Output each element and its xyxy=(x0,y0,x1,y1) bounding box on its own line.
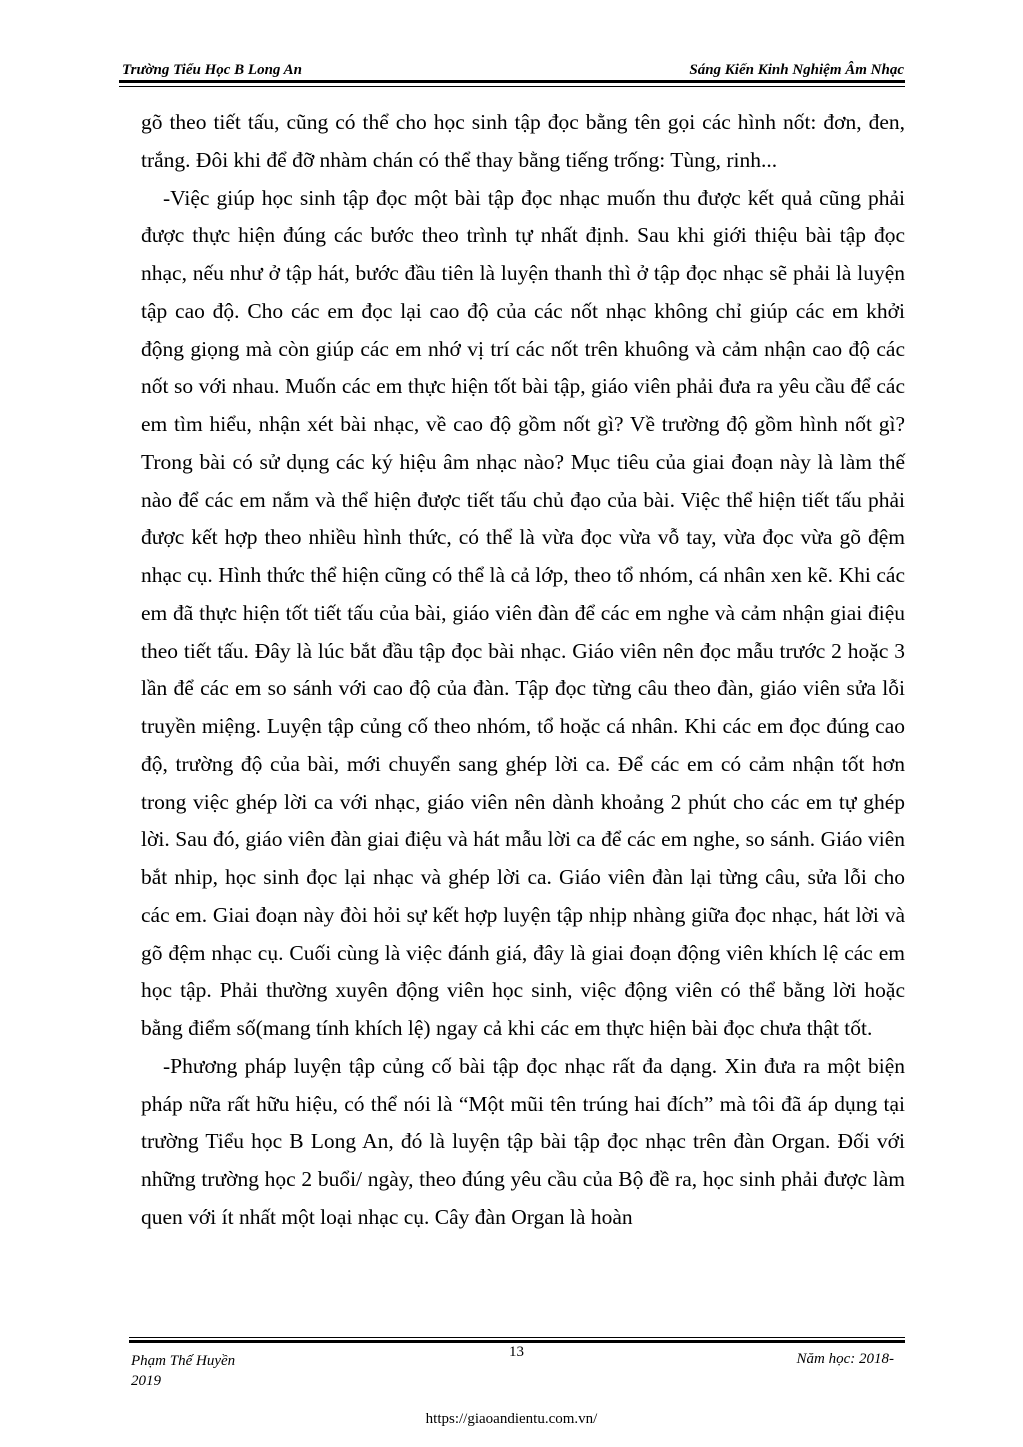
footer-school-year: Năm học: 2018- xyxy=(796,1351,894,1367)
header-school-name: Trường Tiểu Học B Long An xyxy=(122,62,302,78)
paragraph-reading-steps: -Việc giúp học sinh tập đọc một bài tập đọc nhạc muốn thu được kết quả cũng phải được thực hiện đúng các bước theo trình tự nhất định. Sau khi giới thiệu bài tập đọc nhạc, nếu như ở tập hát, bước đầu tiên là luyện thanh thì ở tập đọc nhạc sẽ phải là luyện tập cao độ. Cho các em đọc lại cao độ của các nốt nhạc không chỉ giúp các em khởi động giọng mà còn giúp các em nhớ vị trí các nốt trên khuông và cảm nhận cao độ các nốt so với nhau. Muốn các em thực hiện tốt bài tập, giáo viên phải đưa ra yêu cầu để các em tìm hiểu, nhận xét bài nhạc, về cao độ gồm nốt gì? Về trường độ gồm hình nốt gì? Trong bài có sử dụng các ký hiệu âm nhạc nào? Mục tiêu của giai đoạn này là làm thế nào để các em nắm và thể hiện được tiết tấu chủ đạo của bài. Việc thể hiện tiết tấu phải được kết hợp theo nhiều hình thức, có thể là vừa đọc vừa vỗ tay, vừa đọc vừa gõ đệm nhạc cụ. Hình thức thể hiện cũng có thể là cả lớp, theo tổ nhóm, cá nhân xen kẽ. Khi các em đã thực hiện tốt tiết tấu của bài, giáo viên đàn để các em nghe và cảm nhận giai điệu theo tiết tấu. Đây là lúc bắt đầu tập đọc bài nhạc. Giáo viên nên đọc mẫu trước 2 hoặc 3 lần để các em so sánh với cao độ của đàn. Tập đọc từng câu theo đàn, giáo viên sửa lỗi truyền miệng. Luyện tập củng cố theo nhóm, tổ hoặc cá nhân. Khi các em đọc đúng cao độ, trường độ của bài, mới chuyển sang ghép lời ca. Để các em có cảm nhận tốt hơn trong việc ghép lời ca với nhạc, giáo viên nên dành khoảng 2 phút cho các em tự ghép lời. Sau đó, giáo viên đàn giai điệu và hát mẫu lời ca để các em nghe, so sánh. Giáo viên bắt nhip, học sinh đọc lại nhạc và ghép lời ca. Giáo viên đàn lại từng câu, sửa lỗi cho các em. Giai đoạn này đòi hỏi sự kết hợp luyện tập nhịp nhàng giữa đọc nhạc, hát lời và gõ đệm nhạc cụ. Cuối cùng là việc đánh giá, đây là giai đoạn động viên khích lệ các em học tập. Phải thường xuyên động viên học sinh, việc động viên có thể bằng lời hoặc bằng điểm số(mang tính khích lệ) ngay cả khi các em thực hiện bài đọc chưa thật tốt. xyxy=(141,185,905,1040)
paragraph-organ-method: -Phương pháp luyện tập củng cố bài tập đọc nhạc rất đa dạng. Xin đưa ra một biện pháp nữa rất hữu hiệu, có thể nói là “Một mũi tên trúng hai đích” mà tôi đã áp dụng tại trường Tiểu học B Long An, đó là luyện tập bài tập đọc nhạc trên đàn Organ. Đối với những trường học 2 buổi/ ngày, theo đúng yêu cầu của Bộ đề ra, học sinh phải được làm quen với ít nhất một loại nhạc cụ. Cây đàn Organ là hoàn xyxy=(141,1053,905,1229)
footer-author: Phạm Thế Huyền xyxy=(131,1353,236,1369)
footer-author-block xyxy=(131,1351,261,1391)
source-url[interactable]: https://giaoandientu.com.vn/ xyxy=(425,1411,598,1427)
paragraph-continuation: gõ theo tiết tấu, cũng có thể cho học sinh tập đọc bằng tên gọi các hình nốt: đơn, đen, trắng. Đôi khi để đỡ nhàm chán có thể thay bằng tiếng trống: Tùng, rinh... xyxy=(141,110,905,172)
document-body xyxy=(141,104,905,1237)
header-divider xyxy=(119,80,905,83)
header-divider-thin xyxy=(119,86,905,87)
footer-divider xyxy=(129,1340,905,1343)
footer-divider-thin xyxy=(129,1337,905,1338)
header-document-title: Sáng Kiến Kinh Nghiệm Âm Nhạc xyxy=(689,62,904,78)
footer-school-year-end: 2019 xyxy=(131,1373,161,1389)
page-number: 13 xyxy=(509,1344,524,1360)
